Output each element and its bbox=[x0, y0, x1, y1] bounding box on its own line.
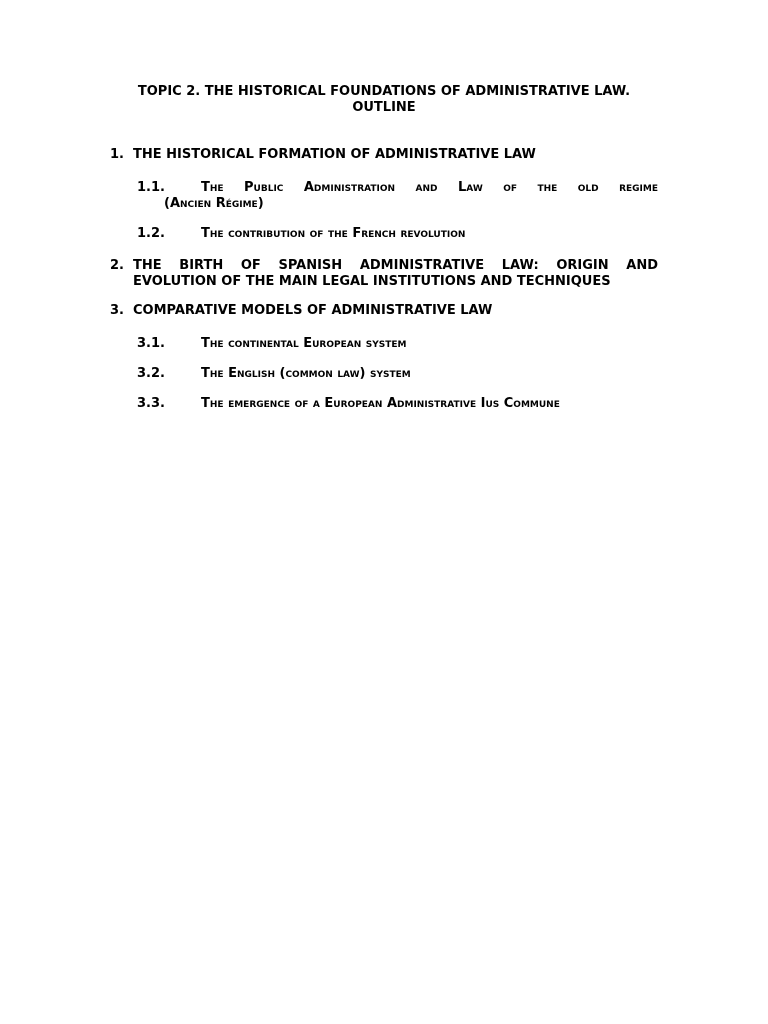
section-number: 2. bbox=[110, 258, 124, 273]
document-title bbox=[110, 84, 658, 116]
section-heading: THE HISTORICAL FORMATION OF ADMINISTRATIVE LAW bbox=[133, 147, 536, 162]
subsection-3-3 bbox=[137, 396, 658, 412]
subsection-number: 3.1. bbox=[137, 336, 165, 351]
subsection-heading bbox=[137, 180, 658, 212]
section-3 bbox=[110, 303, 658, 319]
subsection-heading-line-2: (Ancien Régime) bbox=[164, 196, 264, 211]
section-heading: COMPARATIVE MODELS OF ADMINISTRATIVE LAW bbox=[133, 303, 493, 318]
title-line-2: OUTLINE bbox=[352, 100, 416, 115]
subsection-number: 1.1. bbox=[137, 180, 165, 195]
subsection-number: 3.3. bbox=[137, 396, 165, 411]
section-heading bbox=[133, 258, 658, 290]
subsection-heading: The emergence of a European Administrative Ius Commune bbox=[201, 396, 560, 411]
subsection-3-1 bbox=[137, 336, 658, 352]
subsection-3-2 bbox=[137, 366, 658, 382]
subsection-1-1 bbox=[137, 180, 658, 212]
section-1 bbox=[110, 147, 658, 163]
section-number: 1. bbox=[110, 147, 124, 162]
subsection-number: 1.2. bbox=[137, 226, 165, 241]
subsection-heading: The English (common law) system bbox=[201, 366, 411, 381]
subsection-heading-line-1: The Public Administration and Law of the old regime bbox=[201, 180, 658, 195]
title-line-1: TOPIC 2. THE HISTORICAL FOUNDATIONS OF ADMINISTRATIVE LAW. bbox=[137, 84, 631, 99]
section-heading-line-1: THE BIRTH OF SPANISH ADMINISTRATIVE LAW: ORIGIN AND bbox=[133, 258, 658, 273]
subsection-heading: The continental European system bbox=[201, 336, 407, 351]
subsection-heading: The contribution of the French revolution bbox=[201, 226, 466, 241]
section-heading-line-2: EVOLUTION OF THE MAIN LEGAL INSTITUTIONS AND TECHNIQUES bbox=[133, 274, 611, 289]
subsection-number: 3.2. bbox=[137, 366, 165, 381]
subsection-1-2 bbox=[137, 226, 658, 242]
section-number: 3. bbox=[110, 303, 124, 318]
section-2 bbox=[110, 258, 658, 290]
